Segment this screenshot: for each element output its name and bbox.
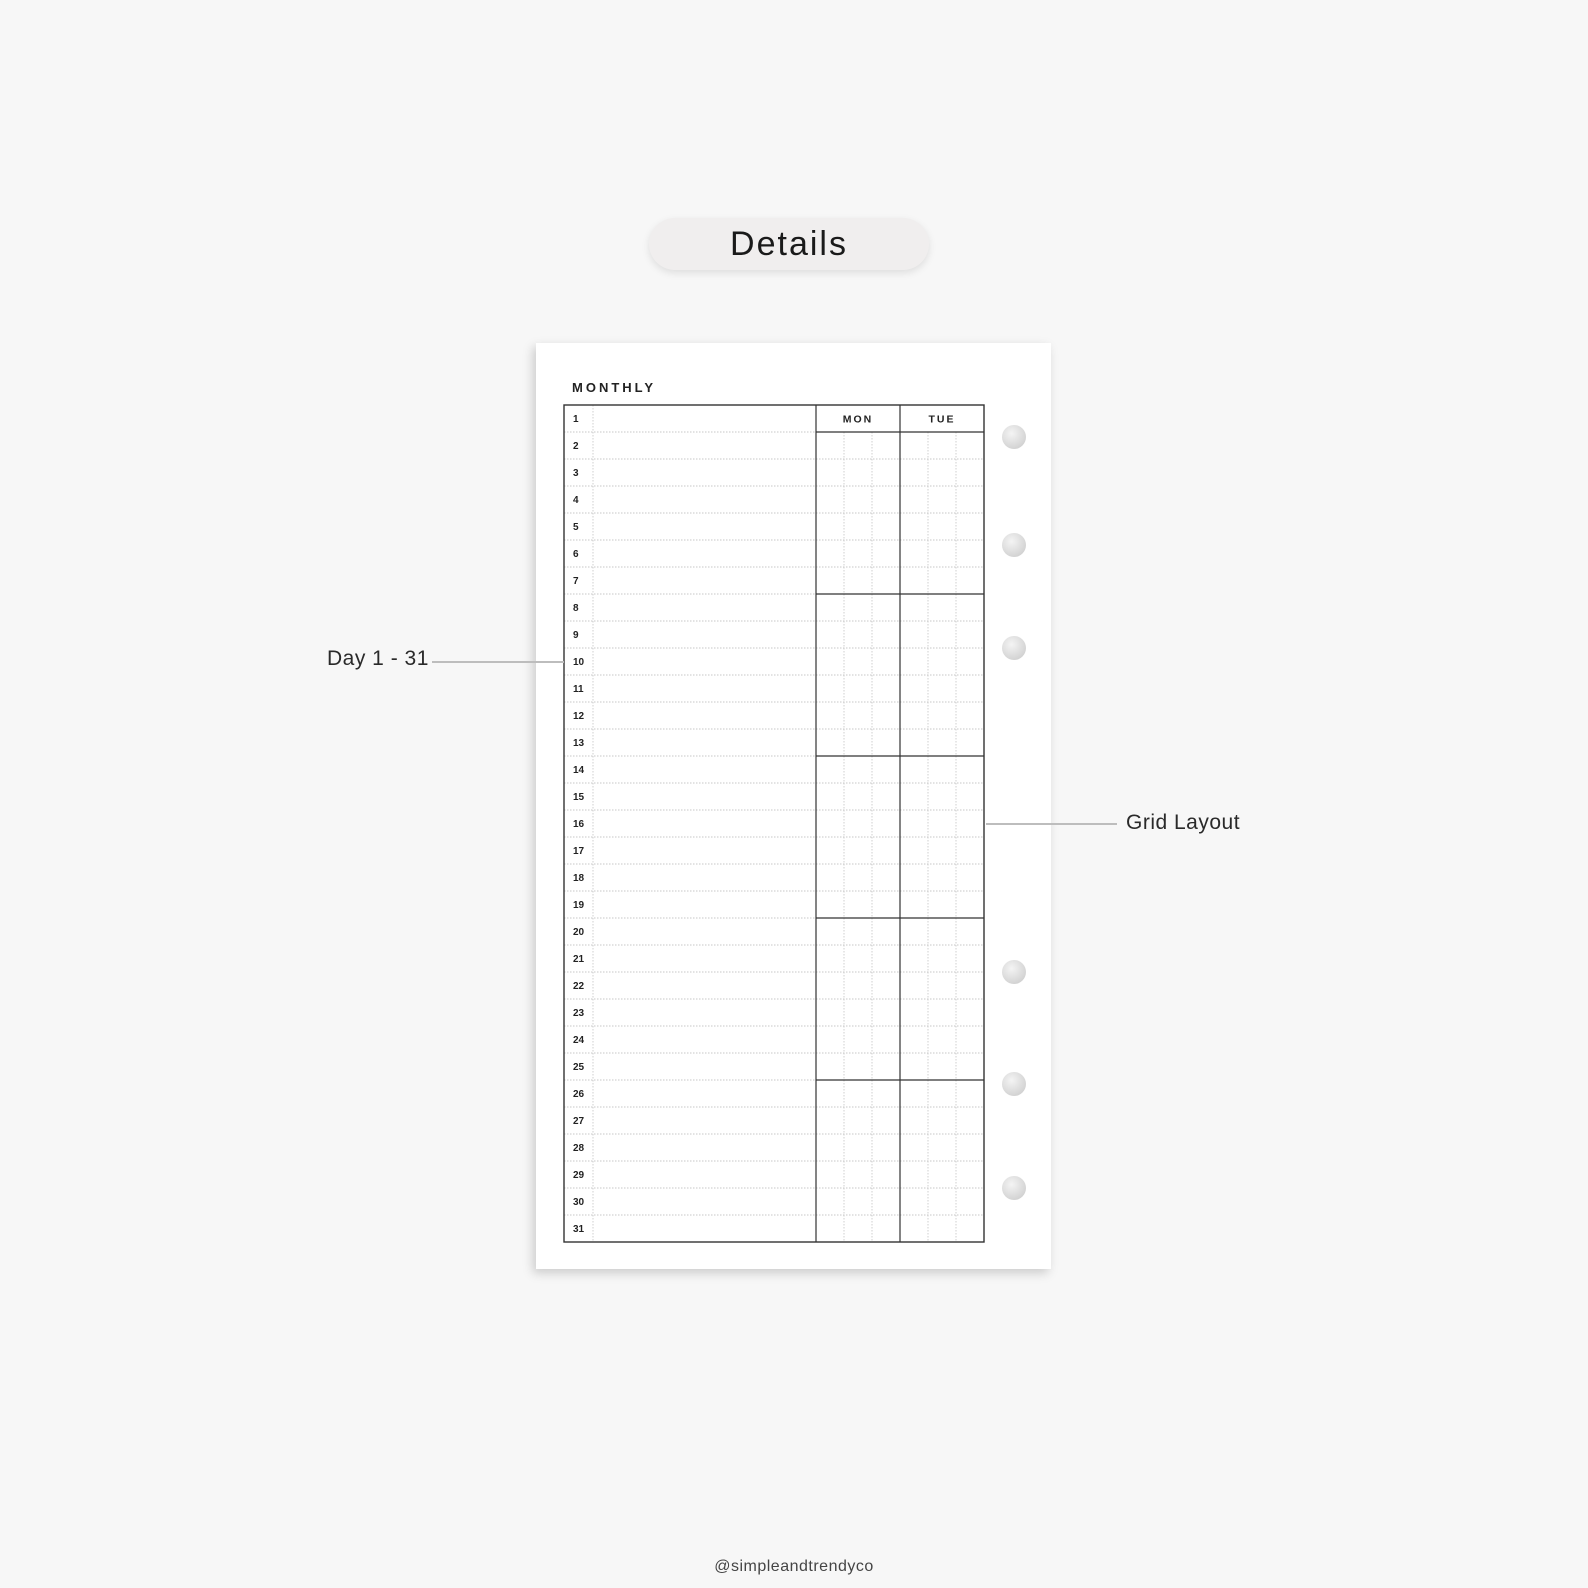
column-header-mon: MON — [842, 413, 874, 426]
day-number: 22 — [573, 981, 585, 993]
day-number: 14 — [573, 765, 585, 777]
binder-hole — [1002, 960, 1026, 984]
binder-hole — [1002, 425, 1026, 449]
day-number: 10 — [573, 657, 585, 669]
planner-page — [536, 343, 1051, 1269]
day-number: 6 — [573, 549, 579, 561]
day-number: 24 — [573, 1035, 585, 1047]
footer-handle: @simpleandtrendyco — [714, 1558, 874, 1575]
binder-hole — [1002, 1176, 1026, 1200]
day-number: 1 — [573, 414, 579, 426]
day-number: 3 — [573, 468, 579, 480]
day-number: 8 — [573, 603, 579, 615]
grid-lines — [564, 405, 984, 1242]
details-title: Details — [730, 224, 848, 263]
day-number: 27 — [573, 1116, 585, 1128]
day-number: 5 — [573, 522, 579, 534]
day-number: 9 — [573, 630, 579, 642]
day-number: 25 — [573, 1062, 585, 1074]
column-header-tue: TUE — [928, 413, 956, 426]
day-number: 12 — [573, 711, 585, 723]
day-number: 11 — [573, 684, 584, 696]
day-number: 2 — [573, 441, 579, 453]
grid-border — [564, 405, 984, 1242]
day-number: 29 — [573, 1170, 585, 1182]
day-number: 23 — [573, 1008, 585, 1020]
day-number: 30 — [573, 1197, 585, 1209]
binder-hole — [1002, 533, 1026, 557]
day-number: 17 — [573, 846, 585, 858]
planner-title: MONTHLY — [572, 380, 657, 395]
binder-hole — [1002, 636, 1026, 660]
day-number: 21 — [573, 954, 585, 966]
details-banner — [649, 218, 929, 270]
monthly-grid — [564, 405, 984, 1242]
day-number: 28 — [573, 1143, 585, 1155]
day-number: 26 — [573, 1089, 585, 1101]
day-number: 18 — [573, 873, 585, 885]
day-number: 31 — [573, 1224, 585, 1236]
day-number: 20 — [573, 927, 585, 939]
day-number: 16 — [573, 819, 585, 831]
day-number: 13 — [573, 738, 585, 750]
grid-layout-callout: Grid Layout — [1126, 811, 1241, 834]
day-number: 4 — [573, 495, 579, 507]
binder-hole — [1002, 1072, 1026, 1096]
day-number: 7 — [573, 576, 579, 588]
day-number: 15 — [573, 792, 585, 804]
day-range-callout-line — [432, 661, 564, 663]
day-range-callout: Day 1 - 31 — [327, 647, 429, 670]
grid-layout-callout-line — [986, 823, 1117, 825]
day-number: 19 — [573, 900, 585, 912]
